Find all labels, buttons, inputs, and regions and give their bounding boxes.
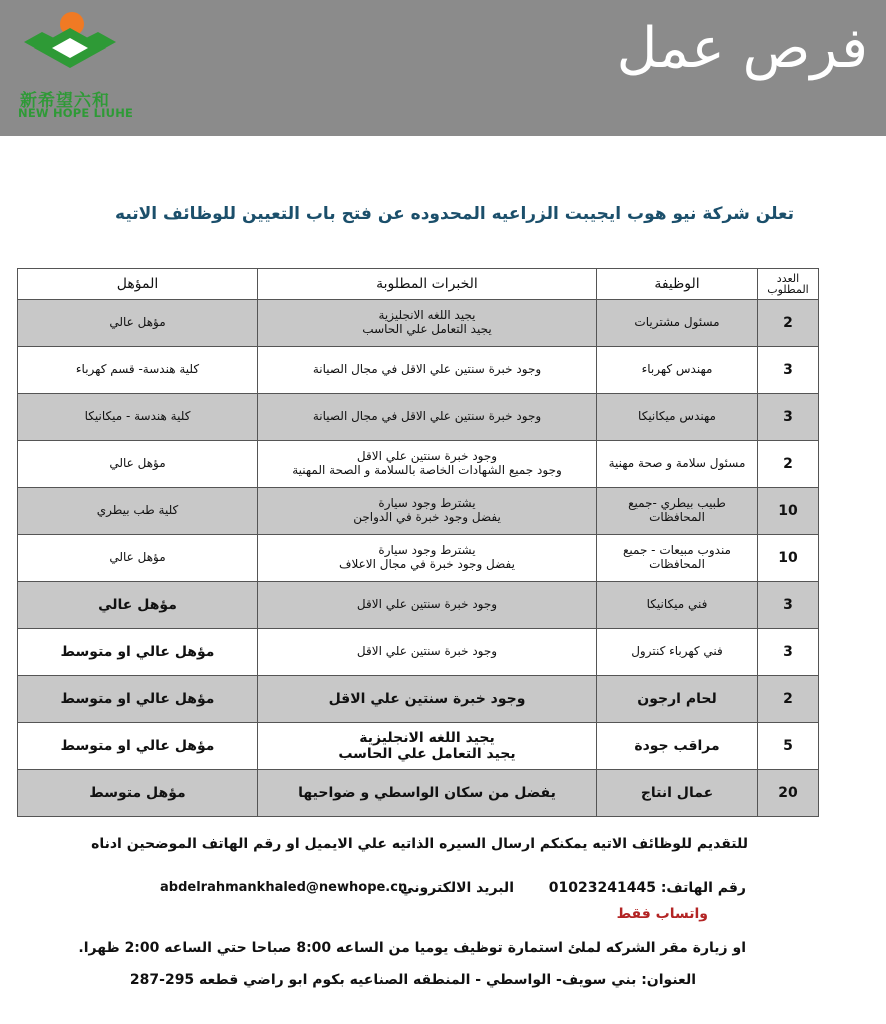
table-row [18, 676, 819, 723]
apply-instructions: للتقديم للوظائف الاتيه يمكنكم ارسال السيره الذاتيه علي الايميل او رقم الهاتف الموضحين ادناه [91, 836, 748, 852]
table-row [18, 582, 819, 629]
intro-text: تعلن شركة نيو هوب ايجيبت الزراعيه المحدوده عن فتح باب التعيين للوظائف الاتيه [115, 204, 794, 224]
experience-line: وجود خبرة سنتين علي الاقل [356, 644, 498, 659]
experience-line: يجيد التعامل علي الحاسب [362, 322, 492, 336]
cell-qualification: مؤهل متوسط [18, 770, 258, 817]
table-row [18, 723, 819, 770]
cell-count: 2 [758, 441, 819, 488]
cell-title: فني ميكانيكا [597, 582, 758, 629]
experience-line: يفضل وجود خبرة في الدواجن [353, 510, 501, 524]
email-address: abdelrahmankhaled@newhope.cn [160, 880, 408, 895]
cell-title: مهندس كهرباء [597, 347, 758, 394]
whatsapp-note: واتساب فقط [616, 906, 708, 922]
cell-experience [258, 300, 597, 347]
logo-emblem-icon [22, 10, 118, 82]
company-logo [10, 8, 134, 130]
cell-experience [258, 676, 597, 723]
experience-line: وجود خبرة سنتين علي الاقل [328, 690, 526, 707]
logo-chinese-text: 新希望六和 [20, 91, 110, 111]
experience-line: يفضل وجود خبرة في مجال الاعلاف [339, 557, 515, 571]
header-banner [0, 0, 886, 136]
experience-line: يشترط وجود سيارة [378, 543, 476, 558]
visit-hours-text: او زيارة مقر الشركه لملئ استمارة توظيف يوميا من الساعه 8:00 صباحا حتي الساعه 2:00 ظهرا. [78, 940, 746, 956]
header-qualification: المؤهل [18, 269, 258, 300]
page-title: فرص عمل [616, 16, 868, 81]
cell-count: 2 [758, 300, 819, 347]
experience-line: وجود خبرة سنتين علي الاقل في مجال الصيانة [312, 362, 542, 377]
cell-qualification: مؤهل عالي [18, 582, 258, 629]
cell-count: 3 [758, 347, 819, 394]
cell-count: 3 [758, 394, 819, 441]
cell-experience [258, 347, 597, 394]
header-experience: الخبرات المطلوبة [258, 269, 597, 300]
cell-count: 20 [758, 770, 819, 817]
experience-line: وجود خبرة سنتين علي الاقل [356, 449, 498, 464]
experience-line: وجود جميع الشهادات الخاصة بالسلامة و الصحة المهنية [292, 463, 562, 477]
table-row [18, 347, 819, 394]
cell-title: مسئول مشتريات [597, 300, 758, 347]
table-row [18, 300, 819, 347]
cell-experience [258, 394, 597, 441]
logo-english-text: NEW HOPE LIUHE [18, 106, 134, 120]
experience-line: وجود خبرة سنتين علي الاقل في مجال الصيانة [312, 409, 542, 424]
cell-qualification: مؤهل عالي او متوسط [18, 676, 258, 723]
cell-title: مسئول سلامة و صحة مهنية [597, 441, 758, 488]
cell-qualification: مؤهل عالي [18, 441, 258, 488]
phone-contact [549, 880, 746, 896]
cell-count: 3 [758, 582, 819, 629]
cell-experience [258, 488, 597, 535]
cell-count: 10 [758, 535, 819, 582]
experience-line: يشترط وجود سيارة [378, 496, 476, 511]
cell-qualification: مؤهل عالي [18, 300, 258, 347]
experience-line: يجيد اللغه الانجليزية [359, 729, 495, 746]
table-row [18, 770, 819, 817]
cell-count: 3 [758, 629, 819, 676]
email-label: البريد الالكتروني [400, 880, 514, 896]
experience-line: وجود خبرة سنتين علي الاقل [356, 597, 498, 612]
cell-count: 10 [758, 488, 819, 535]
cell-qualification: كلية هندسة- قسم كهرباء [18, 347, 258, 394]
table-row [18, 488, 819, 535]
table-row [18, 535, 819, 582]
table-row [18, 629, 819, 676]
cell-experience [258, 535, 597, 582]
cell-qualification: كلية طب بيطري [18, 488, 258, 535]
cell-title: مراقب جودة [597, 723, 758, 770]
cell-title: مهندس ميكانيكا [597, 394, 758, 441]
cell-experience [258, 770, 597, 817]
cell-qualification: كلية هندسة - ميكانيكا [18, 394, 258, 441]
cell-qualification: مؤهل عالي او متوسط [18, 723, 258, 770]
cell-title: طبيب بيطري -جميع المحافظات [597, 488, 758, 535]
cell-experience [258, 723, 597, 770]
cell-experience [258, 441, 597, 488]
cell-title: عمال انتاج [597, 770, 758, 817]
cell-count: 2 [758, 676, 819, 723]
cell-qualification: مؤهل عالي او متوسط [18, 629, 258, 676]
experience-line: يفضل من سكان الواسطي و ضواحيها [298, 784, 556, 801]
cell-title: مندوب مبيعات - جميع المحافظات [597, 535, 758, 582]
experience-line: يجيد اللغه الانجليزية [378, 308, 476, 323]
cell-experience [258, 629, 597, 676]
table-row [18, 441, 819, 488]
phone-number: 01023241445 [548, 880, 656, 896]
phone-label: رقم الهاتف: [660, 880, 746, 896]
cell-title: لحام ارجون [597, 676, 758, 723]
cell-experience [258, 582, 597, 629]
cell-qualification: مؤهل عالي [18, 535, 258, 582]
table-header-row [18, 269, 819, 300]
header-title: الوظيفة [597, 269, 758, 300]
address-text: العنوان: بني سويف- الواسطي - المنطقه الصناعيه بكوم ابو راضي قطعه 295-287 [129, 972, 696, 988]
cell-count: 5 [758, 723, 819, 770]
header-count: العدد المطلوب [758, 269, 819, 300]
experience-line: يجيد التعامل علي الحاسب [338, 746, 516, 762]
table-row [18, 394, 819, 441]
jobs-table [17, 268, 819, 817]
cell-title: فني كهرباء كنترول [597, 629, 758, 676]
